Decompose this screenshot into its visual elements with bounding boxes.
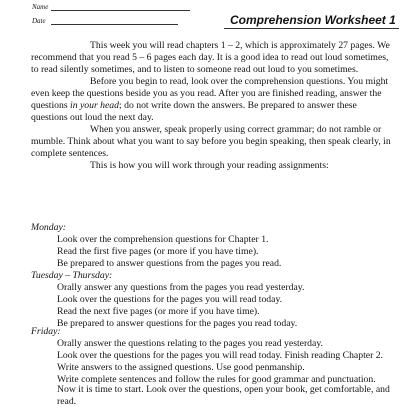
intro-p2-emphasis: in your head xyxy=(70,100,119,111)
intro-p2-text-b: ; do not write down the answers. Be prepared to answer these questions out loud the next day. xyxy=(31,100,357,123)
intro-paragraph-3: When you answer, speak properly using correct grammar; do not ramble or mumble. Think about what you want to say before you begin speaking, then speak clearly, in complete sentences. xyxy=(31,124,391,159)
friday-heading: Friday: xyxy=(31,326,61,337)
tuesday-thursday-item: Read the next five pages (or more if you have time). xyxy=(57,306,260,317)
title-underline xyxy=(224,28,399,29)
date-field[interactable] xyxy=(32,17,50,25)
name-label: Name xyxy=(32,3,49,11)
tuesday-thursday-item: Orally answer any questions from the pages you read yesterday. xyxy=(57,282,305,293)
name-line[interactable] xyxy=(51,10,190,11)
intro-paragraph-1: This week you will read chapters 1 – 2, which is approximately 27 pages. We recommend that you read 5 – 6 pages each day. It is a good idea to read out loud sometimes, to read silently sometimes, and to listen to someone read out loud to you sometimes. xyxy=(31,40,390,75)
monday-item: Be prepared to answer questions from the pages you read. xyxy=(57,258,282,269)
friday-item: Look over the questions for the pages you will read today. Finish reading Chapter 2. xyxy=(57,350,383,361)
intro-paragraph-4: This is how you will work through your reading assignments: xyxy=(90,160,329,171)
tuesday-thursday-heading: Tuesday – Thursday: xyxy=(31,270,113,281)
date-label: Date xyxy=(32,17,46,25)
date-line[interactable] xyxy=(51,24,178,25)
monday-item: Read the first five pages (or more if you have time). xyxy=(57,246,259,257)
friday-item: Write answers to the assigned questions. Use good penmanship. xyxy=(57,362,305,373)
worksheet-title: Comprehension Worksheet 1 xyxy=(230,13,396,27)
intro-section xyxy=(31,40,391,172)
closing-section xyxy=(31,384,391,408)
tuesday-thursday-item: Look over the questions for the pages you will read today. xyxy=(57,294,283,305)
friday-item: Write complete sentences and follow the rules for good grammar and punctuation. xyxy=(57,374,376,385)
monday-heading: Monday: xyxy=(31,222,66,233)
intro-p2-text-a: Before you begin to read, look over the comprehension questions. You might even keep the questions beside you as you read. After you are finished reading, answer the questions xyxy=(31,76,389,111)
schedule-monday-tuesday xyxy=(31,222,391,330)
monday-item: Look over the comprehension questions for Chapter 1. xyxy=(57,234,269,245)
friday-item: Orally answer the questions relating to the pages you read yesterday. xyxy=(57,338,323,349)
closing-paragraph: Now it is time to start. Look over the questions, open your book, get comfortable, and read. xyxy=(57,384,390,407)
name-field[interactable] xyxy=(32,3,50,11)
intro-paragraph-2 xyxy=(31,76,391,124)
tuesday-thursday-item: Be prepared to answer questions for the pages you read today. xyxy=(57,318,298,329)
schedule-friday xyxy=(31,326,391,386)
